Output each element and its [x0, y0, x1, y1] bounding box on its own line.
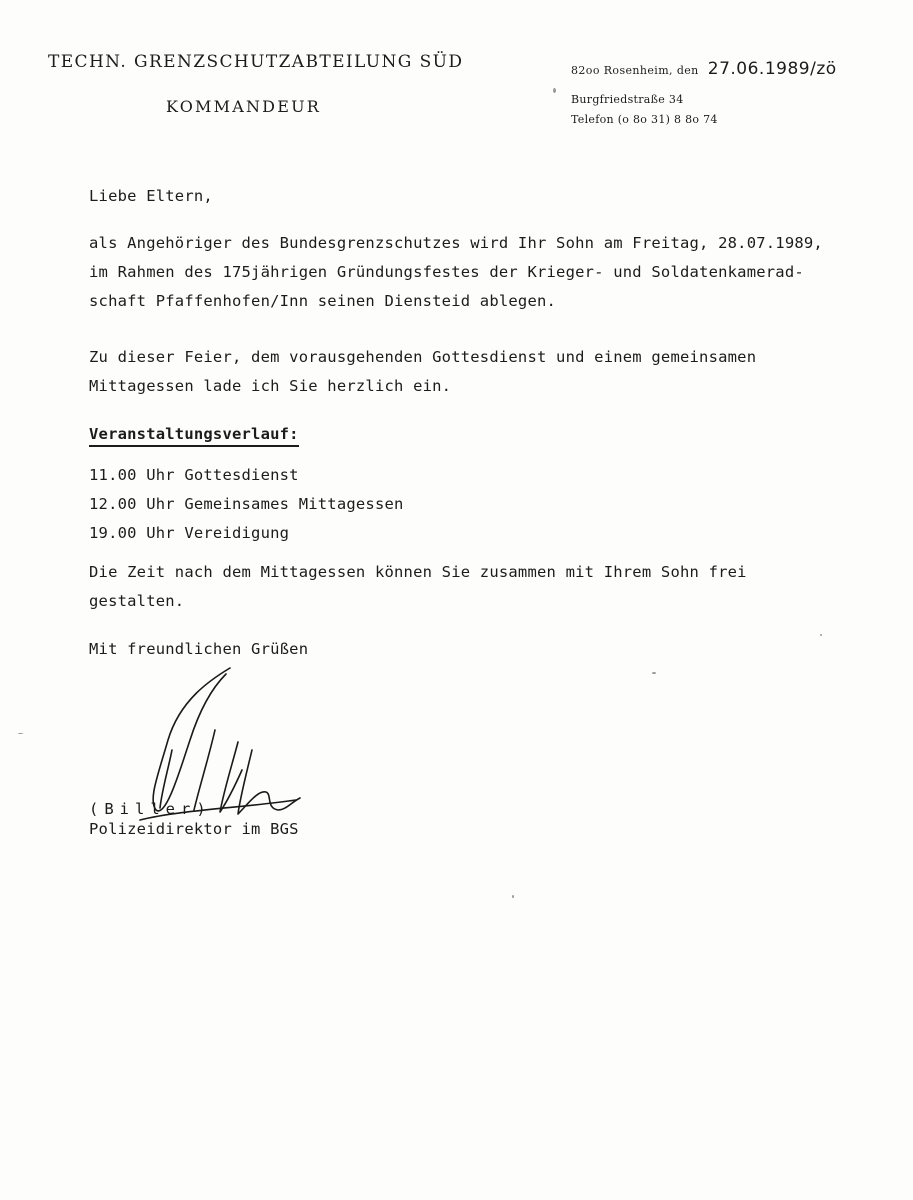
- paper-speck: [820, 634, 822, 636]
- schedule-item: 11.00 Uhr Gottesdienst: [89, 466, 299, 484]
- paper-speck: [512, 895, 514, 898]
- paper-speck: [652, 672, 656, 674]
- salutation: Liebe Eltern,: [89, 187, 213, 205]
- paragraph-line: Mittagessen lade ich Sie herzlich ein.: [89, 377, 452, 395]
- signatory-name: (Biller): [89, 800, 212, 818]
- paragraph-line: im Rahmen des 175jährigen Gründungsfestes der Krieger- und Soldatenkamerad-: [89, 263, 804, 281]
- schedule-item: 12.00 Uhr Gemeinsames Mittagessen: [89, 495, 404, 513]
- schedule-item: 19.00 Uhr Vereidigung: [89, 524, 290, 542]
- sender-address: [571, 90, 718, 130]
- letter-date: 27.06.1989/zö: [707, 59, 837, 79]
- paper-speck: [18, 733, 23, 734]
- paper-speck: [553, 88, 556, 93]
- schedule-list: [89, 461, 404, 548]
- letterhead-rank: KOMMANDEUR: [166, 97, 321, 116]
- letterhead-organization: TECHN. GRENZSCHUTZABTEILUNG SÜD: [48, 52, 464, 72]
- paragraph-line: als Angehöriger des Bundesgrenzschutzes wird Ihr Sohn am Freitag, 28.07.1989,: [89, 234, 823, 252]
- paragraph-line: schaft Pfaffenhofen/Inn seinen Diensteid ablegen.: [89, 292, 557, 310]
- phone-number: Telefon (o 8o 31) 8 8o 74: [571, 113, 718, 126]
- paragraph-line: Die Zeit nach dem Mittagessen können Sie zusammen mit Ihrem Sohn frei: [89, 563, 747, 581]
- paragraph-free-time: [89, 558, 747, 616]
- schedule-heading: [89, 425, 299, 443]
- paragraph-line: Zu dieser Feier, dem vorausgehenden Gottesdienst und einem gemeinsamen: [89, 348, 757, 366]
- paragraph-line: gestalten.: [89, 592, 185, 610]
- schedule-heading-text: Veranstaltungsverlauf:: [89, 425, 299, 447]
- paragraph-celebration: [89, 343, 756, 401]
- paragraph-invitation: [89, 229, 823, 316]
- place-label: 82oo Rosenheim, den: [571, 64, 699, 77]
- closing-greeting: Mit freundlichen Grüßen: [89, 640, 309, 658]
- place-date-line: [571, 59, 837, 79]
- street-address: Burgfriedstraße 34: [571, 93, 684, 106]
- signatory-title: Polizeidirektor im BGS: [89, 820, 299, 838]
